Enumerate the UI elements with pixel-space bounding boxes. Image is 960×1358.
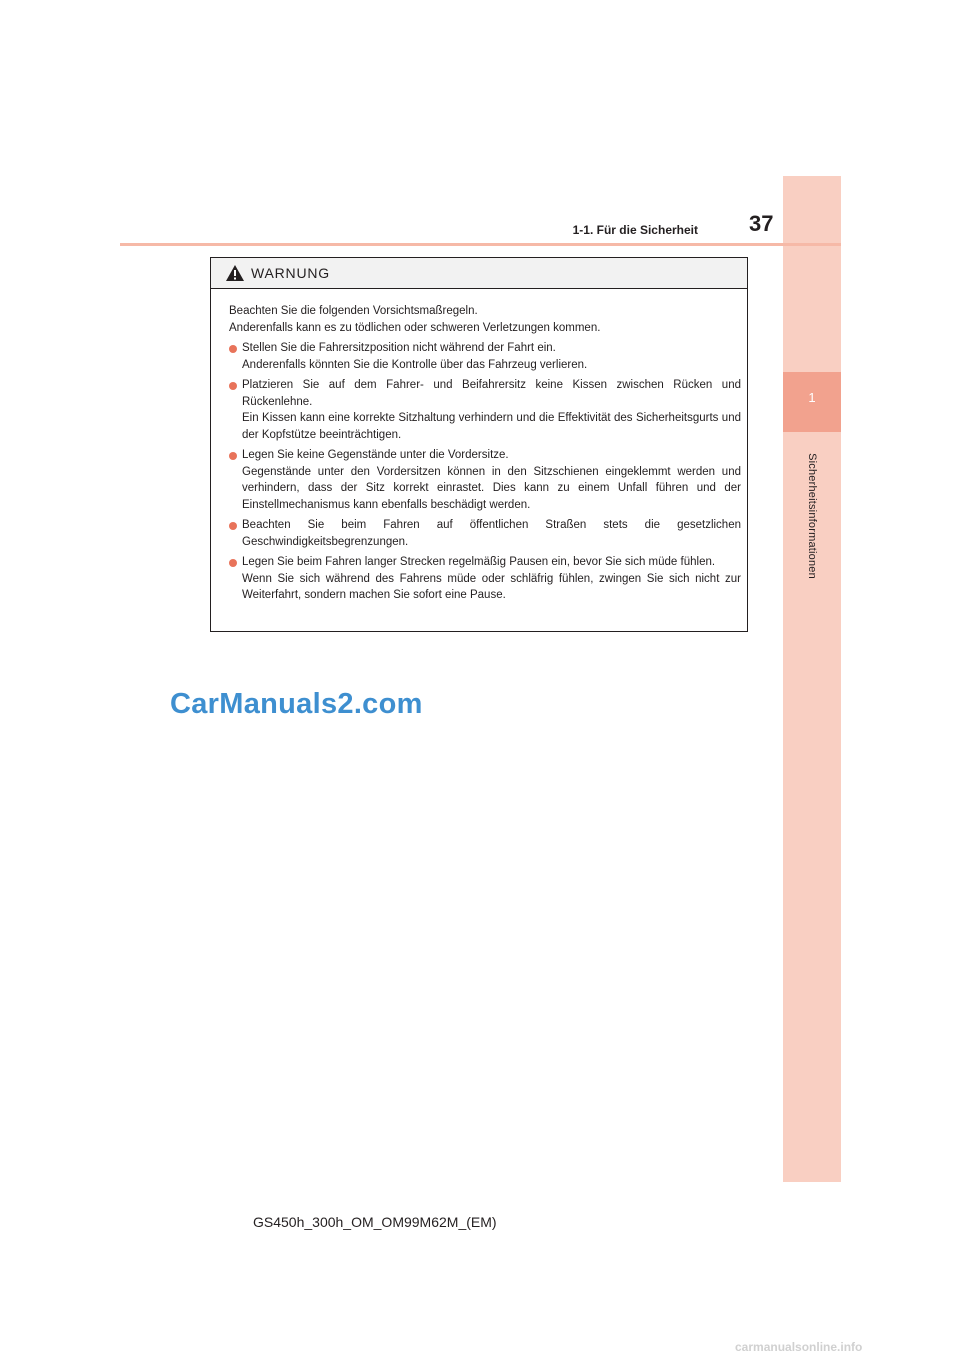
header-rule xyxy=(120,243,841,246)
list-item xyxy=(229,554,741,604)
warning-list xyxy=(229,340,741,604)
chapter-label: Sicherheitsinformationen xyxy=(806,453,818,579)
bullet-icon xyxy=(229,345,237,353)
side-tab-strip xyxy=(783,176,841,1182)
chapter-number: 1 xyxy=(808,390,816,405)
list-item xyxy=(229,517,741,550)
bullet-icon xyxy=(229,382,237,390)
list-item xyxy=(229,340,741,373)
warning-triangle-icon xyxy=(225,264,245,282)
warning-intro: Beachten Sie die folgenden Vorsichtsmaßregeln. Anderenfalls kann es zu tödlichen oder schweren Verletzungen kommen. xyxy=(229,305,601,334)
page-number: 37 xyxy=(749,211,774,236)
bullet-icon xyxy=(229,559,237,567)
bullet-icon xyxy=(229,522,237,530)
list-item-text: Legen Sie keine Gegenstände unter die Vordersitze. Gegenstände unter den Vordersitzen können in den Sitzschienen eingeklemmt werden und verhindern, dass der Sitz korrekt einrastet. Dies kann zu einem Unfall führen und der Einstellmechanismus kann ebenfalls beschädigt werden. xyxy=(242,449,741,511)
bullet-icon xyxy=(229,452,237,460)
warning-header xyxy=(211,258,747,289)
warning-title: WARNUNG xyxy=(251,265,330,281)
warning-body xyxy=(211,289,747,604)
warning-box xyxy=(210,257,748,632)
section-title: 1-1. Für die Sicherheit xyxy=(572,223,698,237)
list-item-text: Beachten Sie beim Fahren auf öffentlichen Straßen stets die gesetzlichen Geschwindigkeitsbegrenzungen. xyxy=(242,519,741,548)
document-code: GS450h_300h_OM_OM99M62M_(EM) xyxy=(253,1214,497,1230)
site-watermark: carmanualsonline.info xyxy=(735,1340,863,1354)
list-item-text: Stellen Sie die Fahrersitzposition nicht während der Fahrt ein. Anderenfalls könnten Sie die Kontrolle über das Fahrzeug verlieren. xyxy=(242,342,588,371)
carmanuals-watermark: CarManuals2.com xyxy=(170,688,423,720)
list-item-text: Platzieren Sie auf dem Fahrer- und Beifahrersitz keine Kissen zwischen Rücken und Rückenlehne. Ein Kissen kann eine korrekte Sitzhaltung verhindern und die Effektivität des Sicherheitsgurts und der Kopfstütze beeinträchtigen. xyxy=(242,379,741,441)
list-item xyxy=(229,447,741,513)
list-item xyxy=(229,377,741,443)
list-item-text: Legen Sie beim Fahren langer Strecken regelmäßig Pausen ein, bevor Sie sich müde fühlen. Wenn Sie sich während des Fahrens müde oder schläfrig fühlen, zwingen Sie sich nicht zur Weiterfahrt, sondern machen Sie sofort eine Pause. xyxy=(242,556,741,601)
